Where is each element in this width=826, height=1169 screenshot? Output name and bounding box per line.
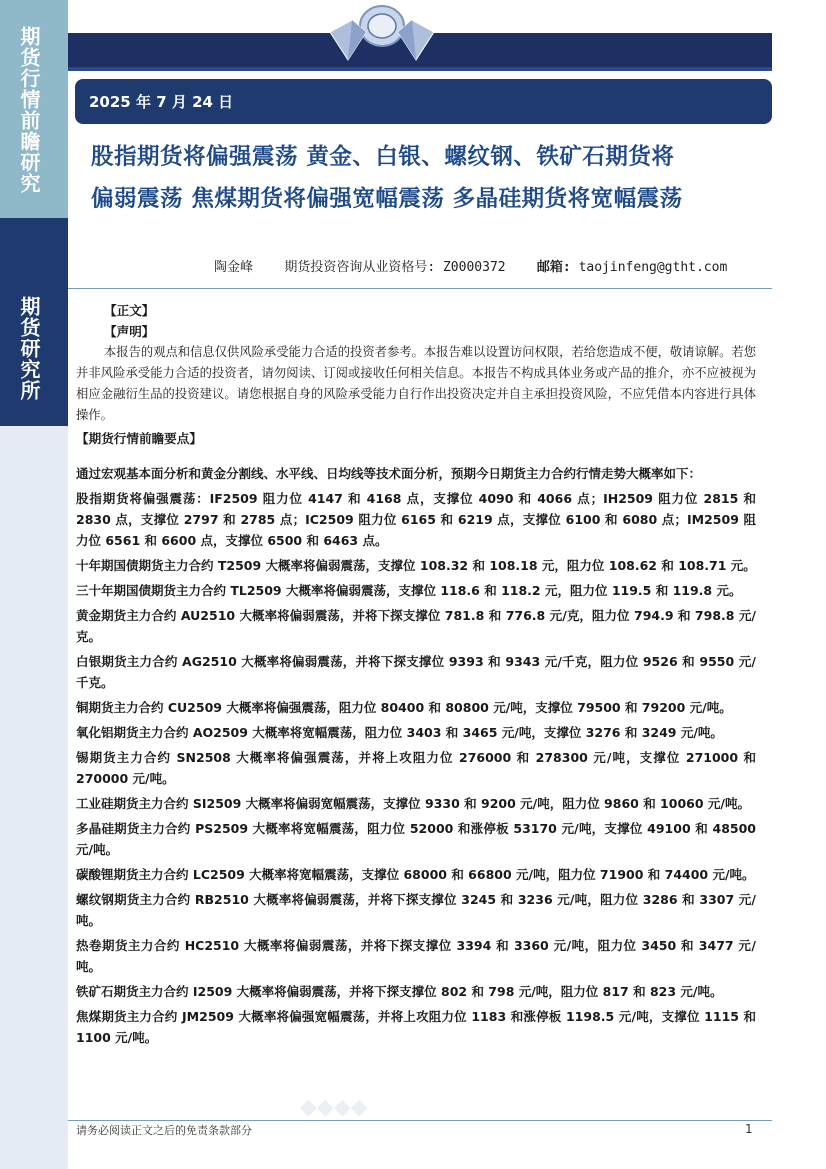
- report-body: [76, 300, 756, 1052]
- sidebar-category-label: 期货行情前瞻研究: [17, 26, 41, 194]
- email-address[interactable]: taojinfeng@gtht.com: [578, 260, 728, 275]
- forecast-item: 黄金期货主力合约 AU2510 大概率将偏弱震荡，并将下探支撑位 781.8 和 776.8 元/克，阻力位 794.9 和 798.8 元/克。: [76, 608, 756, 644]
- report-title: [91, 136, 771, 220]
- forecast-item: 白银期货主力合约 AG2510 大概率将偏弱震荡，并将下探支撑位 9393 和 9343 元/千克，阻力位 9526 和 9550 元/千克。: [76, 654, 756, 690]
- section-heading: 【期货行情前瞻要点】: [76, 431, 202, 446]
- forecast-item: 通过宏观基本面分析和黄金分割线、水平线、日均线等技术面分析，预期今日期货主力合约行情走势大概率如下：: [76, 466, 702, 481]
- forecast-item: 铜期货主力合约 CU2509 大概率将偏强震荡，阻力位 80400 和 80800 元/吨，支撑位 79500 和 79200 元/吨。: [76, 700, 732, 715]
- forecast-item: 三十年期国债期货主力合约 TL2509 大概率将偏弱震荡，支撑位 118.6 和 118.2 元，阻力位 119.5 和 119.8 元。: [76, 583, 742, 598]
- forecast-item: 股指期货将偏强震荡：IF2509 阻力位 4147 和 4168 点，支撑位 4090 和 4066 点；IH2509 阻力位 2815 和 2830 点，支撑位 2797 和 2785 点；IC2509 阻力位 6165 和 6219 点，支撑位 6100 和 6080 点；IM2509 阻力位 6561 和 6600 点，支撑位 6500 和 6463 点。: [76, 491, 756, 548]
- footer-disclaimer: 请务必阅读正文之后的免责条款部分: [76, 1124, 252, 1137]
- header-divider: [68, 288, 772, 289]
- diamond-logo-icon: [322, 2, 442, 68]
- tag-statement: 【声明】: [104, 324, 155, 339]
- forecast-item: 锡期货主力合约 SN2508 大概率将偏强震荡，并将上攻阻力位 276000 和 278300 元/吨，支撑位 271000 和 270000 元/吨。: [76, 750, 756, 786]
- forecast-item: 十年期国债期货主力合约 T2509 大概率将偏弱震荡，支撑位 108.32 和 108.18 元，阻力位 108.62 和 108.71 元。: [76, 558, 756, 573]
- left-sidebar: [0, 0, 68, 1169]
- report-date: 2025 年 7 月 24 日: [89, 93, 234, 111]
- sidebar-department-label: 期货研究所: [17, 296, 41, 401]
- page-number: 1: [745, 1122, 753, 1136]
- forecast-item: 氧化铝期货主力合约 AO2509 大概率将宽幅震荡，阻力位 3403 和 3465 元/吨，支撑位 3276 和 3249 元/吨。: [76, 725, 723, 740]
- author-name: 陶金峰: [214, 260, 254, 275]
- author-line: [214, 256, 727, 275]
- email-label: 邮箱:: [536, 260, 571, 275]
- cert-number: Z0000372: [442, 260, 506, 275]
- forecast-item: 热卷期货主力合约 HC2510 大概率将偏弱震荡，并将下探支撑位 3394 和 3360 元/吨，阻力位 3450 和 3477 元/吨。: [76, 938, 756, 974]
- forecast-item: 工业硅期货主力合约 SI2509 大概率将偏弱宽幅震荡，支撑位 9330 和 9200 元/吨，阻力位 9860 和 10060 元/吨。: [76, 796, 750, 811]
- forecast-item: 铁矿石期货主力合约 I2509 大概率将偏弱震荡，并将下探支撑位 802 和 798 元/吨，阻力位 817 和 823 元/吨。: [76, 984, 723, 999]
- tag-main-text: 【正文】: [104, 303, 155, 318]
- forecast-item: 多晶硅期货主力合约 PS2509 大概率将宽幅震荡，阻力位 52000 和涨停板 53170 元/吨，支撑位 49100 和 48500 元/吨。: [76, 821, 756, 857]
- forecast-list: [76, 463, 756, 1048]
- footer-divider: [68, 1120, 772, 1121]
- cert-label: 期货投资咨询从业资格号:: [284, 260, 436, 275]
- sidebar-low-block: [0, 426, 68, 1169]
- watermark-logo: ◆◆◆◆: [300, 1095, 368, 1120]
- date-banner: [75, 79, 772, 124]
- forecast-item: 焦煤期货主力合约 JM2509 大概率将偏强宽幅震荡，并将上攻阻力位 1183 和涨停板 1198.5 元/吨，支撑位 1115 和 1100 元/吨。: [76, 1009, 756, 1045]
- title-line-1: 股指期货将偏强震荡 黄金、白银、螺纹钢、铁矿石期货将: [91, 144, 675, 170]
- statement-paragraph: 本报告的观点和信息仅供风险承受能力合适的投资者参考。本报告难以设置访问权限，若给您造成不便，敬请谅解。若您并非风险承受能力合适的投资者，请勿阅读、订阅或接收任何相关信息。本报告不构成具体业务或产品的推介，亦不应被视为相应金融衍生品的投资建议。请您根据自身的风险承受能力自行作出投资决定并自主承担投资风险，不应凭借本内容进行具体操作。: [76, 345, 756, 422]
- title-line-2: 偏弱震荡 焦煤期货将偏强宽幅震荡 多晶硅期货将宽幅震荡: [91, 186, 683, 212]
- forecast-item: 螺纹钢期货主力合约 RB2510 大概率将偏弱震荡，并将下探支撑位 3245 和 3236 元/吨，阻力位 3286 和 3307 元/吨。: [76, 892, 756, 928]
- forecast-item: 碳酸锂期货主力合约 LC2509 大概率将宽幅震荡，支撑位 68000 和 66800 元/吨，阻力位 71900 和 74400 元/吨。: [76, 867, 755, 882]
